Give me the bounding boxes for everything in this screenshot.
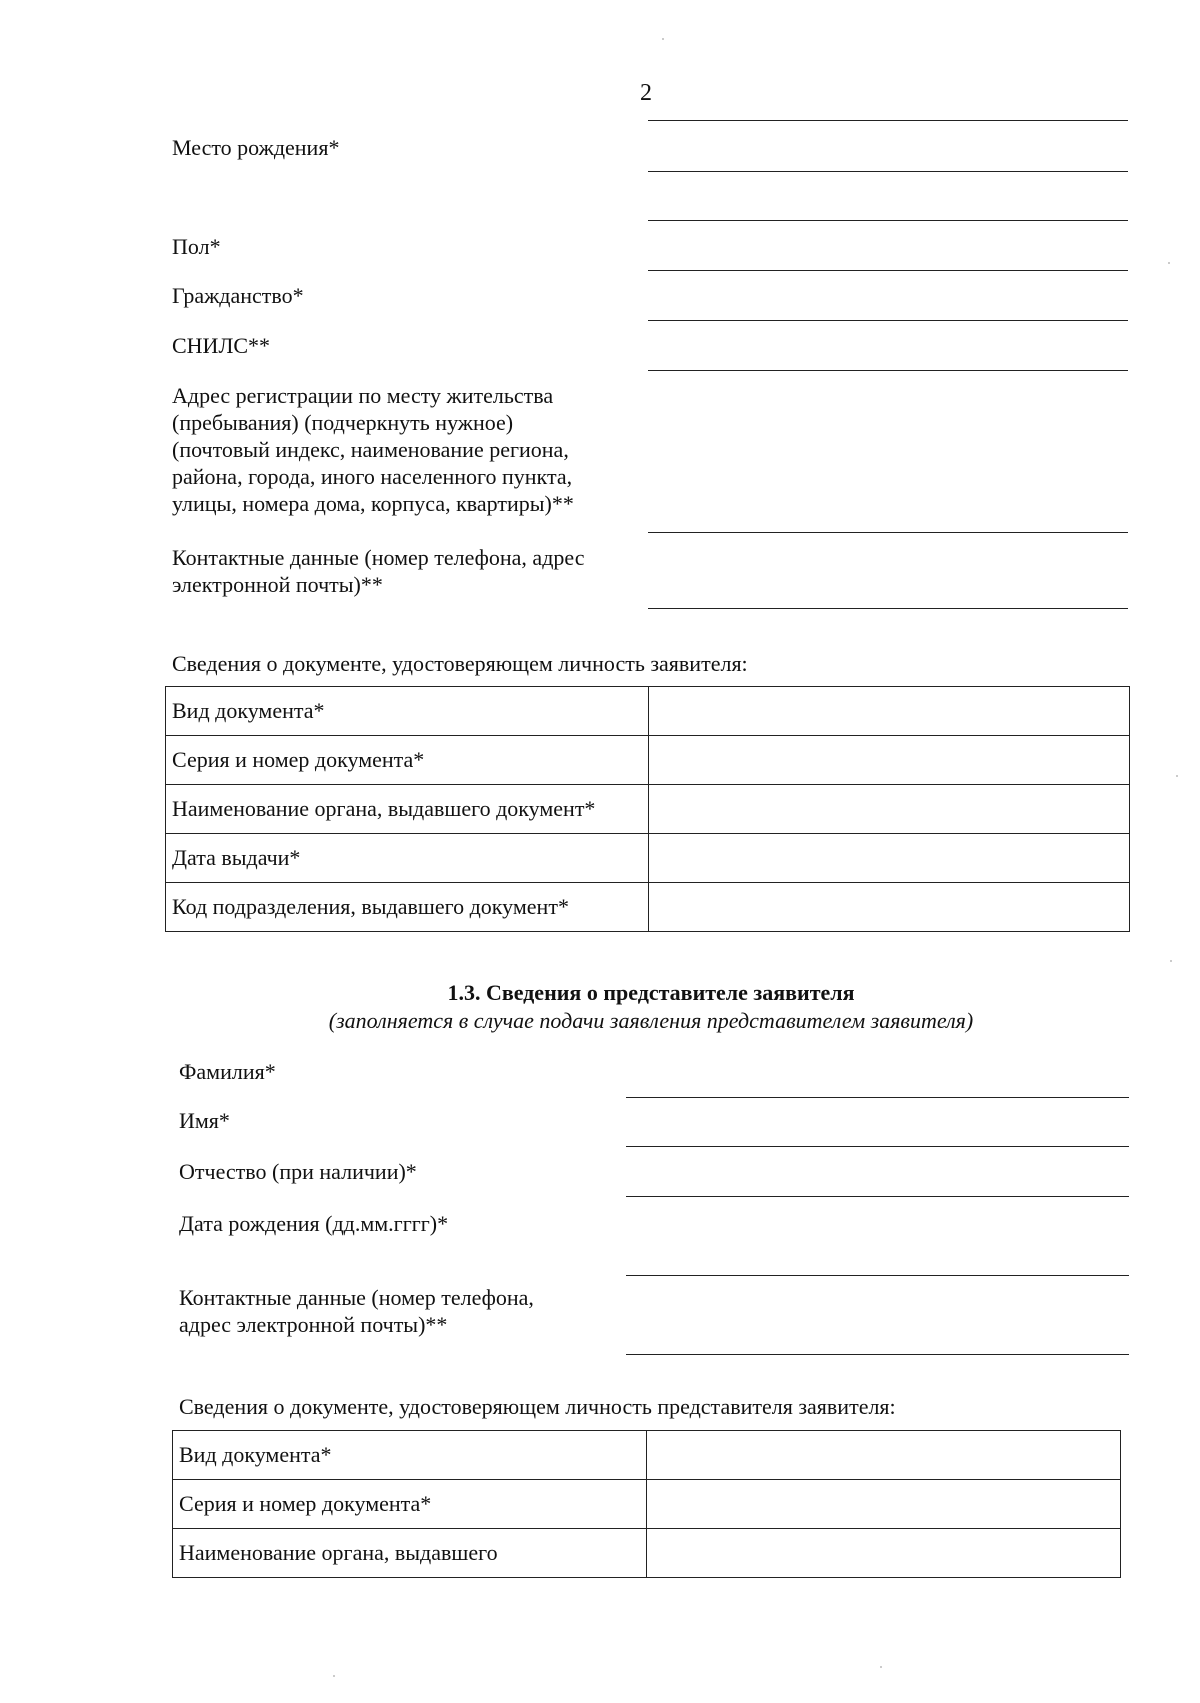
scan-speck (333, 1675, 335, 1677)
scan-speck (1176, 775, 1178, 777)
doc-unit-code-cell[interactable] (648, 883, 1129, 932)
field-label-registration-address: Адрес регистрации по месту жительства (пребывания) (подчеркнуть нужное) (почтовый индекс, наименование региона, района, города, иного населенного пункта, улицы, номера дома, корпуса, квартиры)** (172, 383, 574, 516)
rep-doc-type-label: Вид документа* (173, 1431, 647, 1480)
input-line-citizenship[interactable] (648, 320, 1128, 321)
scan-speck (662, 38, 664, 40)
applicant-doc-heading: Сведения о документе, удостоверяющем личность заявителя: (172, 651, 748, 676)
doc-type-label: Вид документа* (166, 687, 649, 736)
field-label-birthplace: Место рождения* (172, 135, 340, 160)
doc-issue-date-label: Дата выдачи* (166, 834, 649, 883)
table-row (166, 883, 1130, 932)
page-number: 2 (640, 80, 652, 106)
doc-issuer-cell[interactable] (648, 785, 1129, 834)
rep-doc-number-cell[interactable] (646, 1480, 1120, 1529)
scan-speck (1170, 960, 1172, 962)
rep-input-line-patronymic[interactable] (626, 1196, 1129, 1197)
field-label-sex: Пол* (172, 234, 221, 259)
rep-label-name: Имя* (179, 1108, 230, 1133)
rep-input-line-birthdate[interactable] (626, 1275, 1129, 1276)
field-label-snils: СНИЛС** (172, 333, 271, 358)
table-row (173, 1529, 1121, 1578)
rep-input-line-name[interactable] (626, 1146, 1129, 1147)
input-line-sex[interactable] (648, 270, 1128, 271)
field-label-citizenship: Гражданство* (172, 283, 304, 308)
table-row (173, 1431, 1121, 1480)
table-row (166, 834, 1130, 883)
doc-issuer-label: Наименование органа, выдавшего документ* (166, 785, 649, 834)
input-line-registration-address[interactable] (648, 532, 1128, 533)
rep-label-surname: Фамилия* (179, 1059, 276, 1084)
doc-unit-code-label: Код подразделения, выдавшего документ* (166, 883, 649, 932)
rep-doc-number-label: Серия и номер документа* (173, 1480, 647, 1529)
table-row (166, 736, 1130, 785)
rep-doc-issuer-cell[interactable] (646, 1529, 1120, 1578)
rep-doc-issuer-label: Наименование органа, выдавшего (173, 1529, 647, 1578)
rep-doc-table (172, 1430, 1121, 1578)
doc-type-cell[interactable] (648, 687, 1129, 736)
scan-speck (880, 1666, 882, 1668)
input-line-birthplace-2[interactable] (648, 171, 1128, 172)
input-line-contacts[interactable] (648, 608, 1128, 609)
input-line-birthplace-1[interactable] (648, 120, 1128, 121)
rep-label-contacts: Контактные данные (номер телефона, адрес электронной почты)** (179, 1285, 534, 1337)
rep-label-patronymic: Отчество (при наличии)* (179, 1159, 417, 1184)
scan-speck (1168, 262, 1170, 264)
table-row (166, 785, 1130, 834)
rep-label-birthdate: Дата рождения (дд.мм.гггг)* (179, 1211, 449, 1236)
rep-doc-type-cell[interactable] (646, 1431, 1120, 1480)
rep-input-line-contacts[interactable] (626, 1354, 1129, 1355)
applicant-doc-table (165, 686, 1130, 932)
table-row (166, 687, 1130, 736)
rep-doc-heading: Сведения о документе, удостоверяющем личность представителя заявителя: (179, 1394, 896, 1419)
input-line-snils[interactable] (648, 370, 1128, 371)
rep-input-line-surname[interactable] (626, 1097, 1129, 1098)
doc-number-cell[interactable] (648, 736, 1129, 785)
doc-issue-date-cell[interactable] (648, 834, 1129, 883)
input-line-birthplace-3[interactable] (648, 220, 1128, 221)
field-label-contacts: Контактные данные (номер телефона, адрес электронной почты)** (172, 545, 585, 597)
section-subtitle: (заполняется в случае подачи заявления представителем заявителя) (328, 1008, 974, 1033)
doc-number-label: Серия и номер документа* (166, 736, 649, 785)
table-row (173, 1480, 1121, 1529)
section-title: 1.3. Сведения о представителе заявителя (447, 980, 855, 1005)
